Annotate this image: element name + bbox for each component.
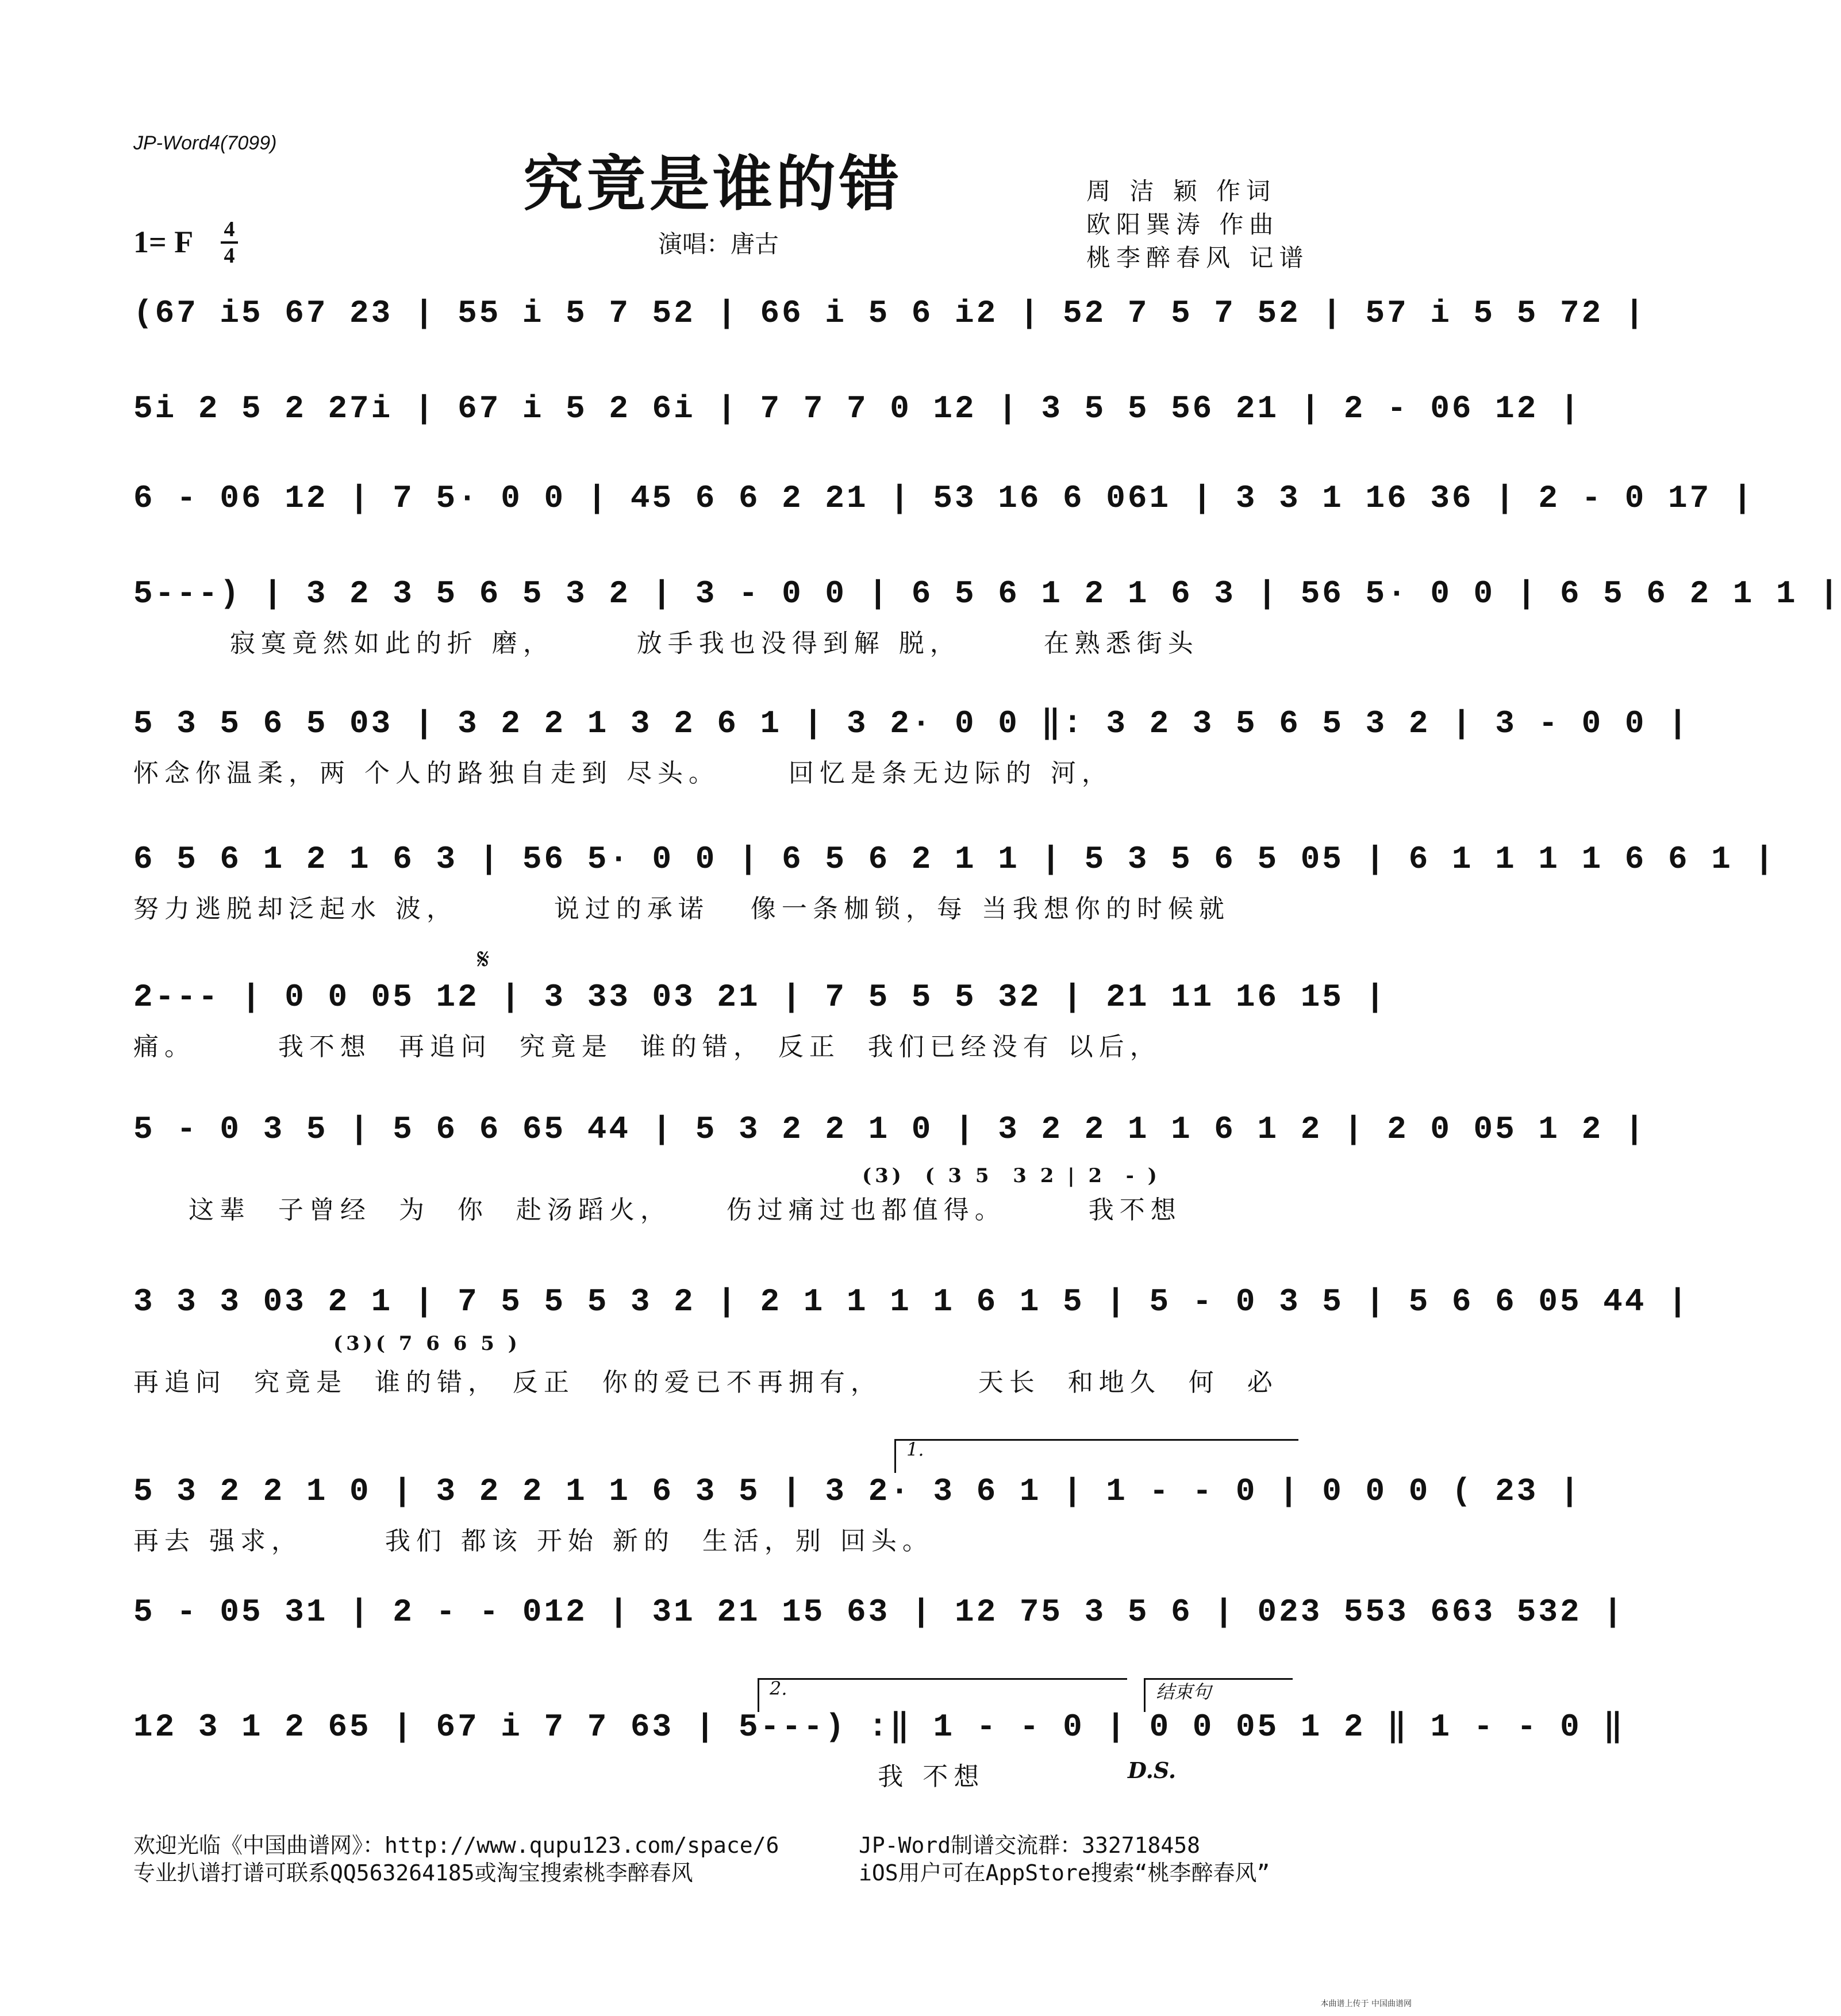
footer-group: JP-Word制谱交流群：332718458 xyxy=(859,1833,1201,1858)
lyrics: 努力逃脱却泛起水 波， 说过的承诺 像一条枷锁，每 当我想你的时候就 xyxy=(133,894,1230,924)
footer-site: 欢迎光临《中国曲谱网》：http://www.qupu123.com/space/6 xyxy=(133,1833,779,1858)
volta-2-label: 2. xyxy=(770,1678,787,1699)
notes: 5 - 0 3 5 | 5 6 6 65 44 | 5 3 2 2 1 0 | 3 2 2 1 1 6 1 2 | 2 0 05 1 2 | xyxy=(133,1111,1647,1148)
singer: 演唱：唐古 xyxy=(658,230,779,258)
notes: 5 - 05 31 | 2 - - 012 | 31 21 15 63 | 12 75 3 5 6 | 023 553 663 532 | xyxy=(133,1594,1625,1630)
credit-lyricist: 周 洁 颖 作词 xyxy=(1086,177,1277,205)
notes: 3 3 3 03 2 1 | 7 5 5 5 3 2 | 2 1 1 1 1 6 1 5 | 5 - 0 3 5 | 5 6 6 05 44 | xyxy=(133,1283,1690,1320)
lyrics: 再去 强求， 我们 都该 开始 新的 生活，别 回头。 xyxy=(133,1526,933,1556)
notes: 5 3 5 6 5 03 | 3 2 2 1 3 2 6 1 | 3 2· 0 0 ‖: 3 2 3 5 6 5 3 2 | 3 - 0 0 | xyxy=(133,705,1690,742)
credit-composer: 欧阳巽涛 作曲 xyxy=(1086,210,1279,238)
engine-tag: JP-Word4(7099) xyxy=(133,132,277,154)
notes: 12 3 1 2 65 | 67 i 7 7 63 | 5---) :‖ 1 - - 0 | 0 0 05 1 2 ‖ 1 - - 0 ‖ xyxy=(133,1709,1625,1745)
ds-marker: D.S. xyxy=(1128,1757,1177,1783)
upload-credit: 本曲谱上传于 中国曲谱网 xyxy=(1320,1999,1412,2009)
lyrics: 这辈 子曾经 为 你 赴汤蹈火， 伤过痛过也都值得。 我不想 xyxy=(133,1195,1182,1225)
volta-1-label: 1. xyxy=(906,1438,924,1460)
lyrics: 寂寞竟然如此的折 磨， 放手我也没得到解 脱， 在熟悉街头 xyxy=(133,629,1199,658)
notes: 5---) | 3 2 3 5 6 5 3 2 | 3 - 0 0 | 6 5 6 1 2 1 6 3 | 56 5· 0 0 | 6 5 6 2 1 1 | xyxy=(133,575,1841,612)
time-top: 4 xyxy=(224,217,235,241)
lyrics: 痛。 我不想 再追问 究竟是 谁的错， 反正 我们已经没有 以后， xyxy=(133,1032,1161,1061)
alternate-notes-1: (3) ( 3 5 3 2 | 2 - ) xyxy=(862,1164,1160,1187)
segno-sign: 𝄋 xyxy=(477,942,490,976)
song-title: 究竟是谁的错 xyxy=(522,148,902,219)
alternate-notes-2: (3)( 7 6 6 5 ) xyxy=(333,1332,521,1355)
lyrics: 再追问 究竟是 谁的错， 反正 你的爱已不再拥有， 天长 和地久 何 必 xyxy=(133,1368,1278,1397)
notes: 2--- | 0 0 05 12 | 3 33 03 21 | 7 5 5 5 32 | 21 11 16 15 | xyxy=(133,979,1388,1015)
lyrics: 我 不想 xyxy=(133,1762,985,1791)
notes: (67 i5 67 23 | 55 i 5 7 52 | 66 i 5 6 i2 | 52 7 5 7 52 | 57 i 5 5 72 | xyxy=(133,295,1647,332)
notes: 5i 2 5 2 27i | 67 i 5 2 6i | 7 7 7 0 12 | 3 5 5 56 21 | 2 - 06 12 | xyxy=(133,390,1582,427)
lyrics: 怀念你温柔，两 个人的路独自走到 尽头。 回忆是条无边际的 河， xyxy=(133,759,1113,788)
credit-transcriber: 桃李醉春风 记谱 xyxy=(1086,244,1309,272)
key-signature: 1= F xyxy=(133,225,194,259)
notes: 6 - 06 12 | 7 5· 0 0 | 45 6 6 2 21 | 53 16 6 061 | 3 3 1 16 36 | 2 - 0 17 | xyxy=(133,480,1755,517)
notes: 6 5 6 1 2 1 6 3 | 56 5· 0 0 | 6 5 6 2 1 1 | 5 3 5 6 5 05 | 6 1 1 1 1 6 6 1 | xyxy=(133,841,1777,878)
footer-ios: iOS用户可在AppStore搜索“桃李醉春风” xyxy=(859,1860,1270,1886)
ending-label: 结束句 xyxy=(1156,1681,1212,1703)
notes: 5 3 2 2 1 0 | 3 2 2 1 1 6 3 5 | 3 2· 3 6 1 | 1 - - 0 | 0 0 0 ( 23 | xyxy=(133,1473,1582,1510)
time-bottom: 4 xyxy=(224,244,235,268)
volta-1 xyxy=(894,1439,1298,1473)
footer-contact: 专业扒谱打谱可联系QQ563264185或淘宝搜索桃李醉春风 xyxy=(133,1860,693,1886)
